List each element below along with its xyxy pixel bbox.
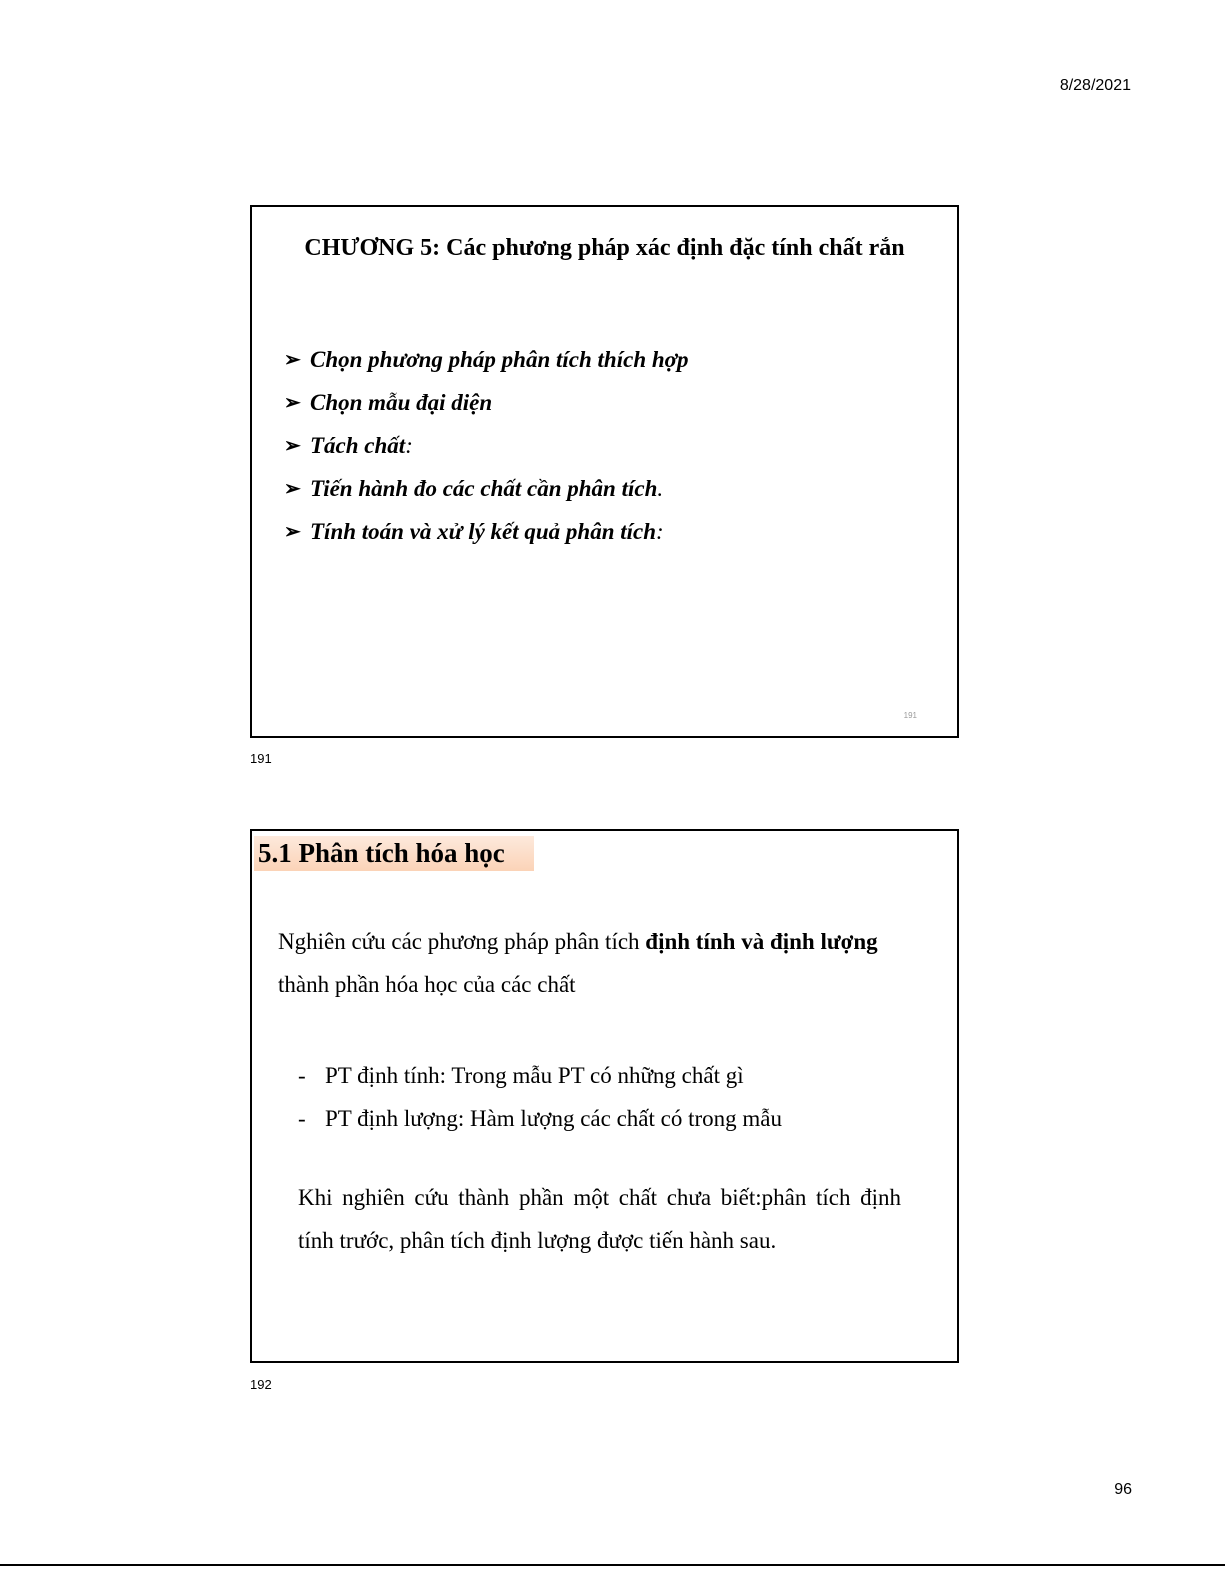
bullet-punct: :: [405, 432, 413, 458]
arrow-bullet-icon: ➢: [284, 349, 301, 371]
intro-text: Nghiên cứu các phương pháp phân tích: [278, 929, 646, 954]
conclusion-paragraph: Khi nghiên cứu thành phần một chất chưa biết:phân tích định tính trước, phân tích định lượng được tiến hành sau.: [298, 1185, 901, 1253]
page-number: 96: [1114, 1481, 1132, 1498]
bullet-text: Chọn phương pháp phân tích thích hợp: [310, 346, 689, 372]
arrow-bullet-icon: ➢: [284, 392, 301, 414]
bullet-text: Tiến hành đo các chất cần phân tích: [310, 475, 658, 501]
dash-bullet: -: [298, 1105, 306, 1131]
bullet-text: Tách chất: [310, 432, 406, 458]
slide-caption: 191: [250, 751, 272, 766]
list-item: [298, 1097, 782, 1140]
bullet-punct: .: [657, 475, 664, 501]
intro-bold-text: định tính và định lượng: [645, 929, 878, 954]
arrow-bullet-icon: ➢: [284, 435, 301, 457]
list-item-text: PT định tính: Trong mẫu PT có những chất gì: [325, 1062, 744, 1088]
intro-paragraph: [278, 920, 918, 1006]
arrow-bullet-icon: ➢: [284, 478, 301, 500]
slide-caption: 192: [250, 1377, 272, 1392]
dash-list: [298, 1054, 782, 1140]
bullet-item: [284, 510, 689, 553]
bullet-item: [284, 381, 689, 424]
intro-text-end: thành phần hóa học của các chất: [278, 972, 576, 997]
slide-title: CHƯƠNG 5: Các phương pháp xác định đặc tính chất rắn: [304, 235, 905, 261]
bullet-item: [284, 467, 689, 510]
slide-191: [250, 205, 959, 738]
list-item: [298, 1054, 782, 1097]
bullet-list: [284, 338, 689, 553]
dash-bullet: -: [298, 1062, 306, 1088]
page-date: 8/28/2021: [1059, 77, 1131, 94]
page-bottom-divider: [0, 1564, 1225, 1566]
slide-192: [250, 829, 959, 1363]
arrow-bullet-icon: ➢: [284, 521, 301, 543]
bullet-item: [284, 424, 689, 467]
bullet-punct: :: [656, 518, 664, 544]
list-item-text: PT định lượng: Hàm lượng các chất có trong mẫu: [325, 1105, 782, 1131]
bullet-item: [284, 338, 689, 381]
slide-inner-number: 191: [903, 711, 917, 720]
bullet-text: Chọn mẫu đại diện: [310, 389, 493, 415]
section-title: 5.1 Phân tích hóa học: [254, 836, 534, 871]
bullet-text: Tính toán và xử lý kết quả phân tích: [310, 518, 657, 544]
